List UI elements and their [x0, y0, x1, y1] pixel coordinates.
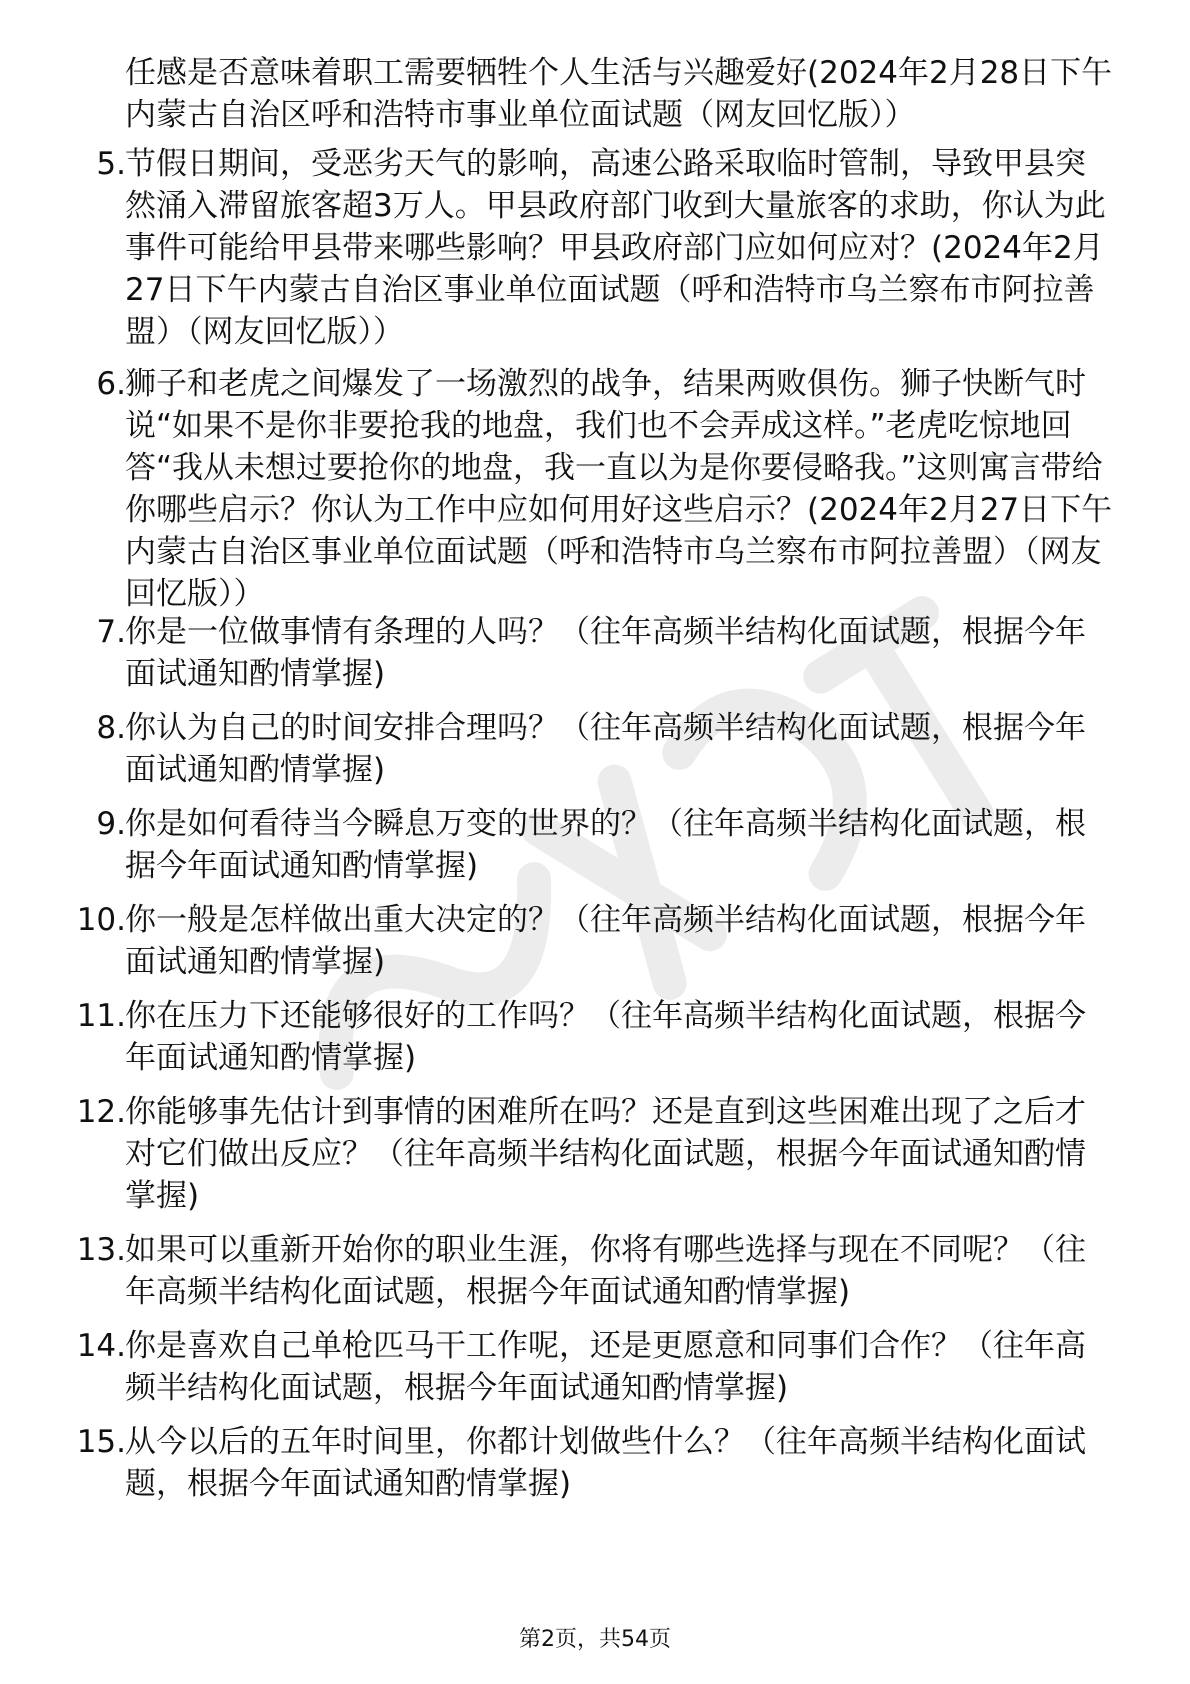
question-text: 你是一位做事情有条理的人吗？（往年高频半结构化面试题，根据今年面试通知酌情掌握)	[125, 614, 1086, 692]
question-text: 你在压力下还能够很好的工作吗？（往年高频半结构化面试题，根据今年面试通知酌情掌握)	[125, 998, 1086, 1076]
question-text: 你认为自己的时间安排合理吗？（往年高频半结构化面试题，根据今年面试通知酌情掌握)	[125, 710, 1086, 788]
question-text: 你是如何看待当今瞬息万变的世界的？（往年高频半结构化面试题，根据今年面试通知酌情掌握)	[125, 806, 1086, 884]
question-text: 你是喜欢自己单枪匹马干工作呢，还是更愿意和同事们合作？（往年高频半结构化面试题，根据今年面试通知酌情掌握)	[125, 1328, 1086, 1406]
question-text: 从今以后的五年时间里，你都计划做些什么？（往年高频半结构化面试题，根据今年面试通知酌情掌握)	[125, 1424, 1086, 1502]
question-number: 12.	[76, 1094, 126, 1130]
question-number: 15.	[76, 1424, 126, 1460]
continuation-paragraph: 任感是否意味着职工需要牺牲个人生活与兴趣爱好(2024年2月28日下午内蒙古自治区呼和浩特市事业单位面试题（网友回忆版））	[125, 55, 1113, 133]
question-text: 你一般是怎样做出重大决定的？（往年高频半结构化面试题，根据今年面试通知酌情掌握)	[125, 902, 1086, 980]
question-number: 8.	[96, 710, 126, 746]
question-text: 如果可以重新开始你的职业生涯，你将有哪些选择与现在不同呢？（往年高频半结构化面试题，根据今年面试通知酌情掌握)	[125, 1232, 1086, 1310]
question-text: 你能够事先估计到事情的困难所在吗？还是直到这些困难出现了之后才对它们做出反应？（往年高频半结构化面试题，根据今年面试通知酌情掌握)	[125, 1094, 1086, 1214]
question-number: 14.	[76, 1328, 126, 1364]
question-number: 6.	[96, 366, 126, 402]
question-number: 5.	[96, 146, 126, 182]
page-footer: 第2页，共54页	[519, 1627, 671, 1652]
question-number: 11.	[76, 998, 126, 1034]
question-number: 7.	[96, 614, 126, 650]
question-text: 狮子和老虎之间爆发了一场激烈的战争，结果两败俱伤。狮子快断气时说“如果不是你非要抢我的地盘，我们也不会弄成这样。”老虎吃惊地回答“我从未想过要抢你的地盘，我一直以为是你要侵略我。”这则寓言带给你哪些启示？你认为工作中应如何用好这些启示？(2024年2月27日下午内蒙古自治区事业单位面试题（呼和浩特市乌兰察布市阿拉善盟）（网友回忆版））	[125, 366, 1113, 612]
question-text: 节假日期间，受恶劣天气的影响，高速公路采取临时管制，导致甲县突然涌入滞留旅客超3万人。甲县政府部门收到大量旅客的求助，你认为此事件可能给甲县带来哪些影响？甲县政府部门应如何应对？(2024年2月27日下午内蒙古自治区事业单位面试题（呼和浩特市乌兰察布市阿拉善盟）（网友回忆版））	[125, 146, 1106, 350]
question-number: 13.	[76, 1232, 126, 1268]
question-number: 9.	[96, 806, 126, 842]
question-number: 10.	[76, 902, 126, 938]
